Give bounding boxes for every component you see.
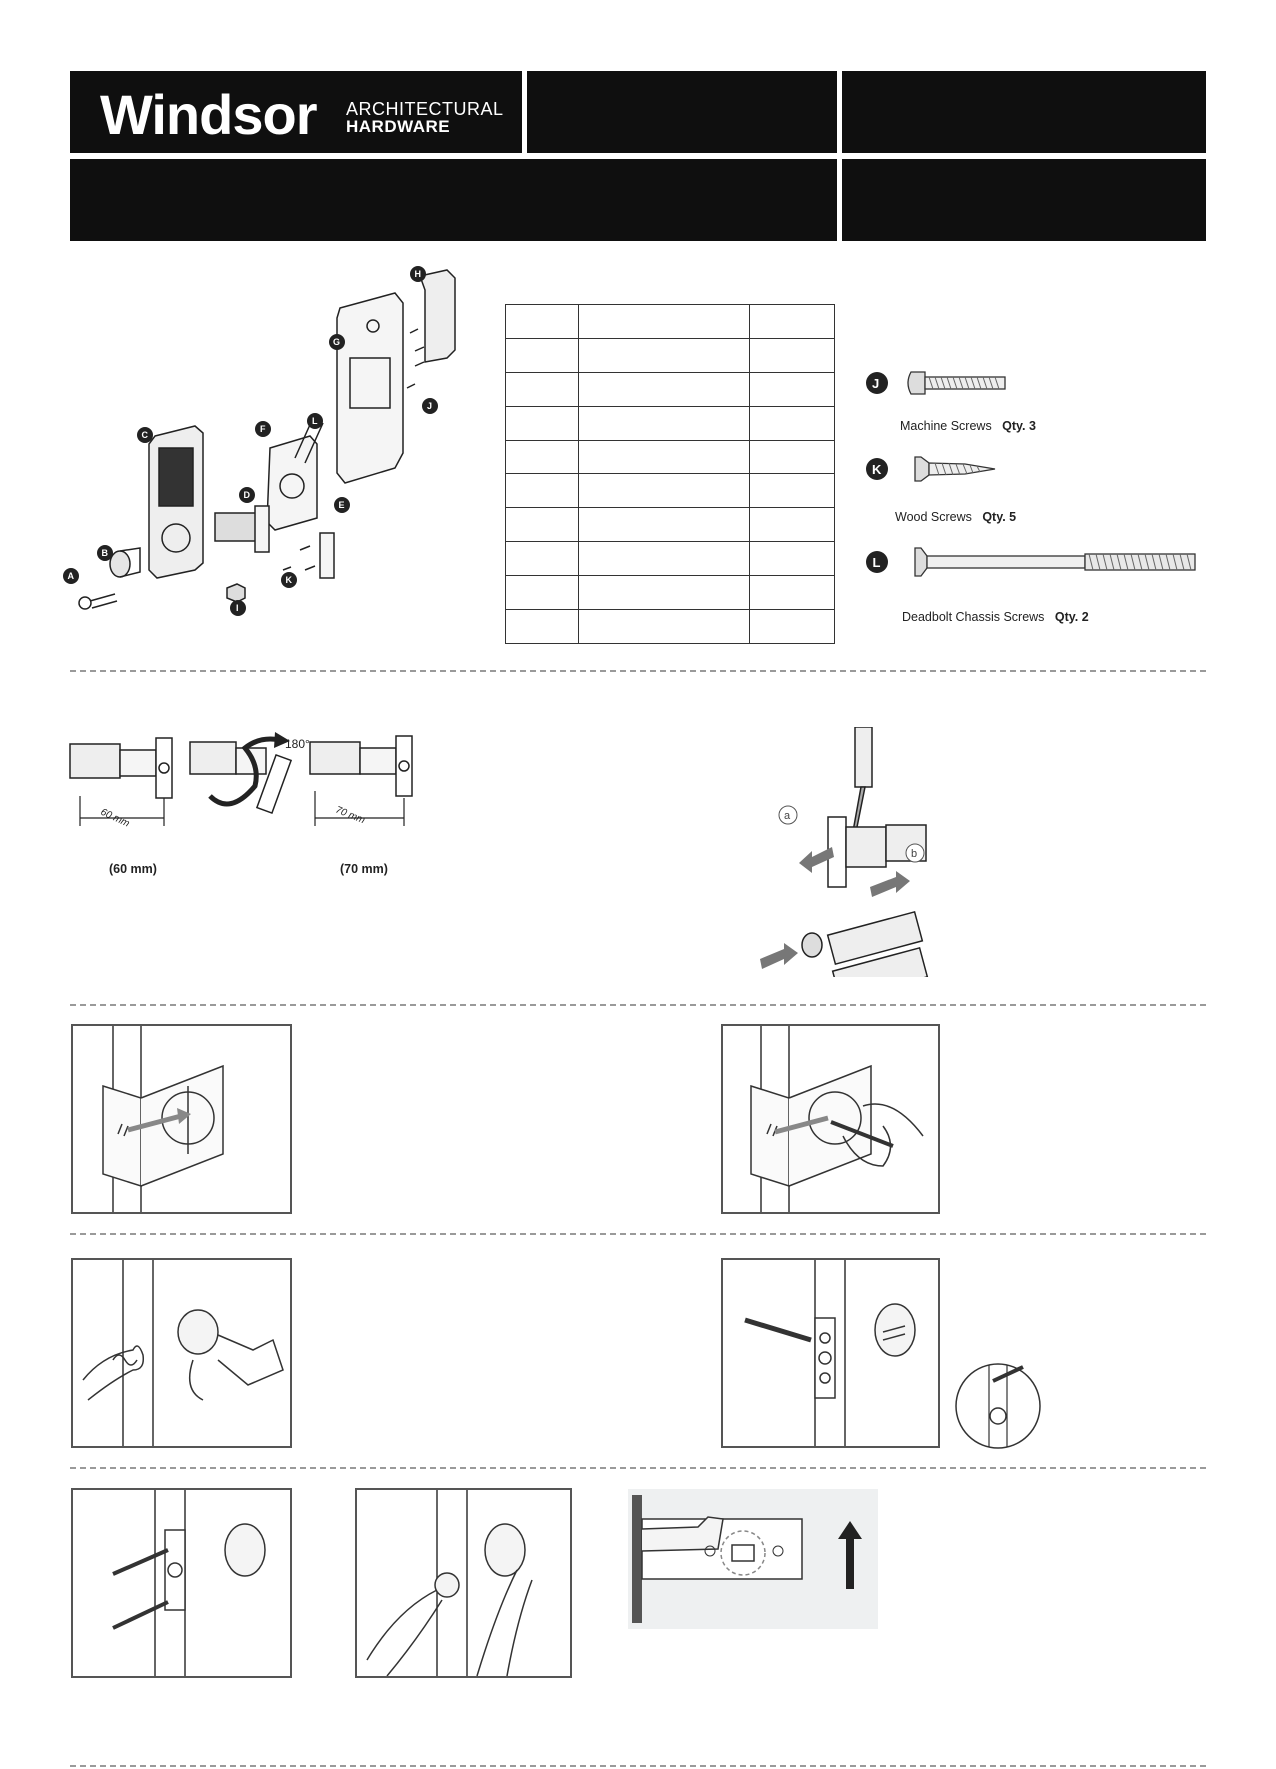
table-row	[506, 474, 835, 508]
exploded-lock-diagram	[55, 258, 475, 648]
callout-k-hardware: K	[872, 462, 882, 477]
table-row	[506, 542, 835, 576]
backset-70-label: (70 mm)	[340, 862, 388, 876]
machine-screws-qty: Qty. 3	[1002, 419, 1036, 433]
section-divider-5	[70, 1765, 1206, 1767]
wood-screws-name: Wood Screws	[895, 510, 972, 524]
callout-j: J	[427, 401, 433, 411]
callout-j-hardware: J	[872, 376, 880, 391]
insert-latch-image	[355, 1488, 572, 1678]
chassis-screws-qty: Qty. 2	[1054, 610, 1089, 624]
callout-k: K	[285, 575, 292, 585]
chisel-detail-icon	[953, 1361, 1043, 1451]
wood-screws-qty: Qty. 5	[982, 510, 1017, 524]
brand-name: Windsor	[100, 83, 317, 146]
callout-f: F	[260, 424, 266, 434]
section-divider-3	[70, 1233, 1206, 1235]
table-row	[506, 508, 835, 542]
machine-screws-label	[900, 419, 1036, 433]
header-title-cell	[527, 71, 837, 153]
callout-i: I	[236, 603, 239, 613]
brand-subtitle-line1: ARCHITECTURAL	[346, 99, 504, 119]
header-code-cell	[842, 71, 1206, 153]
arrow-a-label: a	[784, 810, 791, 822]
parts-table	[505, 304, 835, 644]
callout-d: D	[243, 490, 250, 500]
chassis-screw-icon	[865, 544, 1205, 580]
table-row	[506, 372, 835, 406]
callout-l-hardware: L	[872, 555, 881, 570]
drill-holes-image	[71, 1258, 292, 1448]
arrow-b-label: b	[911, 848, 918, 860]
backset-60-label: (60 mm)	[109, 862, 157, 876]
callout-a: A	[67, 571, 74, 581]
chisel-latch-recess-image	[721, 1258, 940, 1448]
chassis-screws-label	[902, 610, 1089, 624]
callout-l: L	[312, 416, 318, 426]
rotation-label: 180°	[285, 737, 310, 751]
machine-screws-name: Machine Screws	[900, 419, 992, 433]
table-row	[506, 610, 835, 644]
callout-e: E	[338, 500, 345, 510]
wood-screws-label	[895, 510, 1016, 524]
callout-h: H	[414, 269, 421, 279]
table-row	[506, 338, 835, 372]
callout-g: G	[333, 337, 341, 347]
chassis-screws-name: Deadbolt Chassis Screws	[902, 610, 1045, 624]
table-row	[506, 440, 835, 474]
table-row	[506, 576, 835, 610]
header-instructions-bar	[70, 159, 837, 241]
backset-60-inner-label: 60 mm	[98, 806, 132, 830]
callout-c: C	[141, 430, 148, 440]
table-row	[506, 406, 835, 440]
header-logo-bar	[70, 71, 522, 153]
machine-screw-icon	[865, 366, 1025, 400]
section-divider-4	[70, 1467, 1206, 1469]
template-on-door-image	[71, 1024, 292, 1214]
wood-screw-icon	[865, 452, 1025, 486]
mark-template-image	[721, 1024, 940, 1214]
section-divider-2	[70, 1004, 1206, 1006]
callout-b: B	[101, 548, 108, 558]
backset-70-inner-label: 70 mm	[333, 804, 367, 827]
header-page-cell	[842, 159, 1206, 241]
brand-subtitle-line2: HARDWARE	[346, 117, 451, 136]
latch-face-adjust-diagram	[760, 727, 960, 977]
section-divider-1	[70, 670, 1206, 672]
fasten-latch-screws-image	[71, 1488, 292, 1678]
latch-orientation-image	[628, 1489, 878, 1629]
table-row	[506, 305, 835, 339]
